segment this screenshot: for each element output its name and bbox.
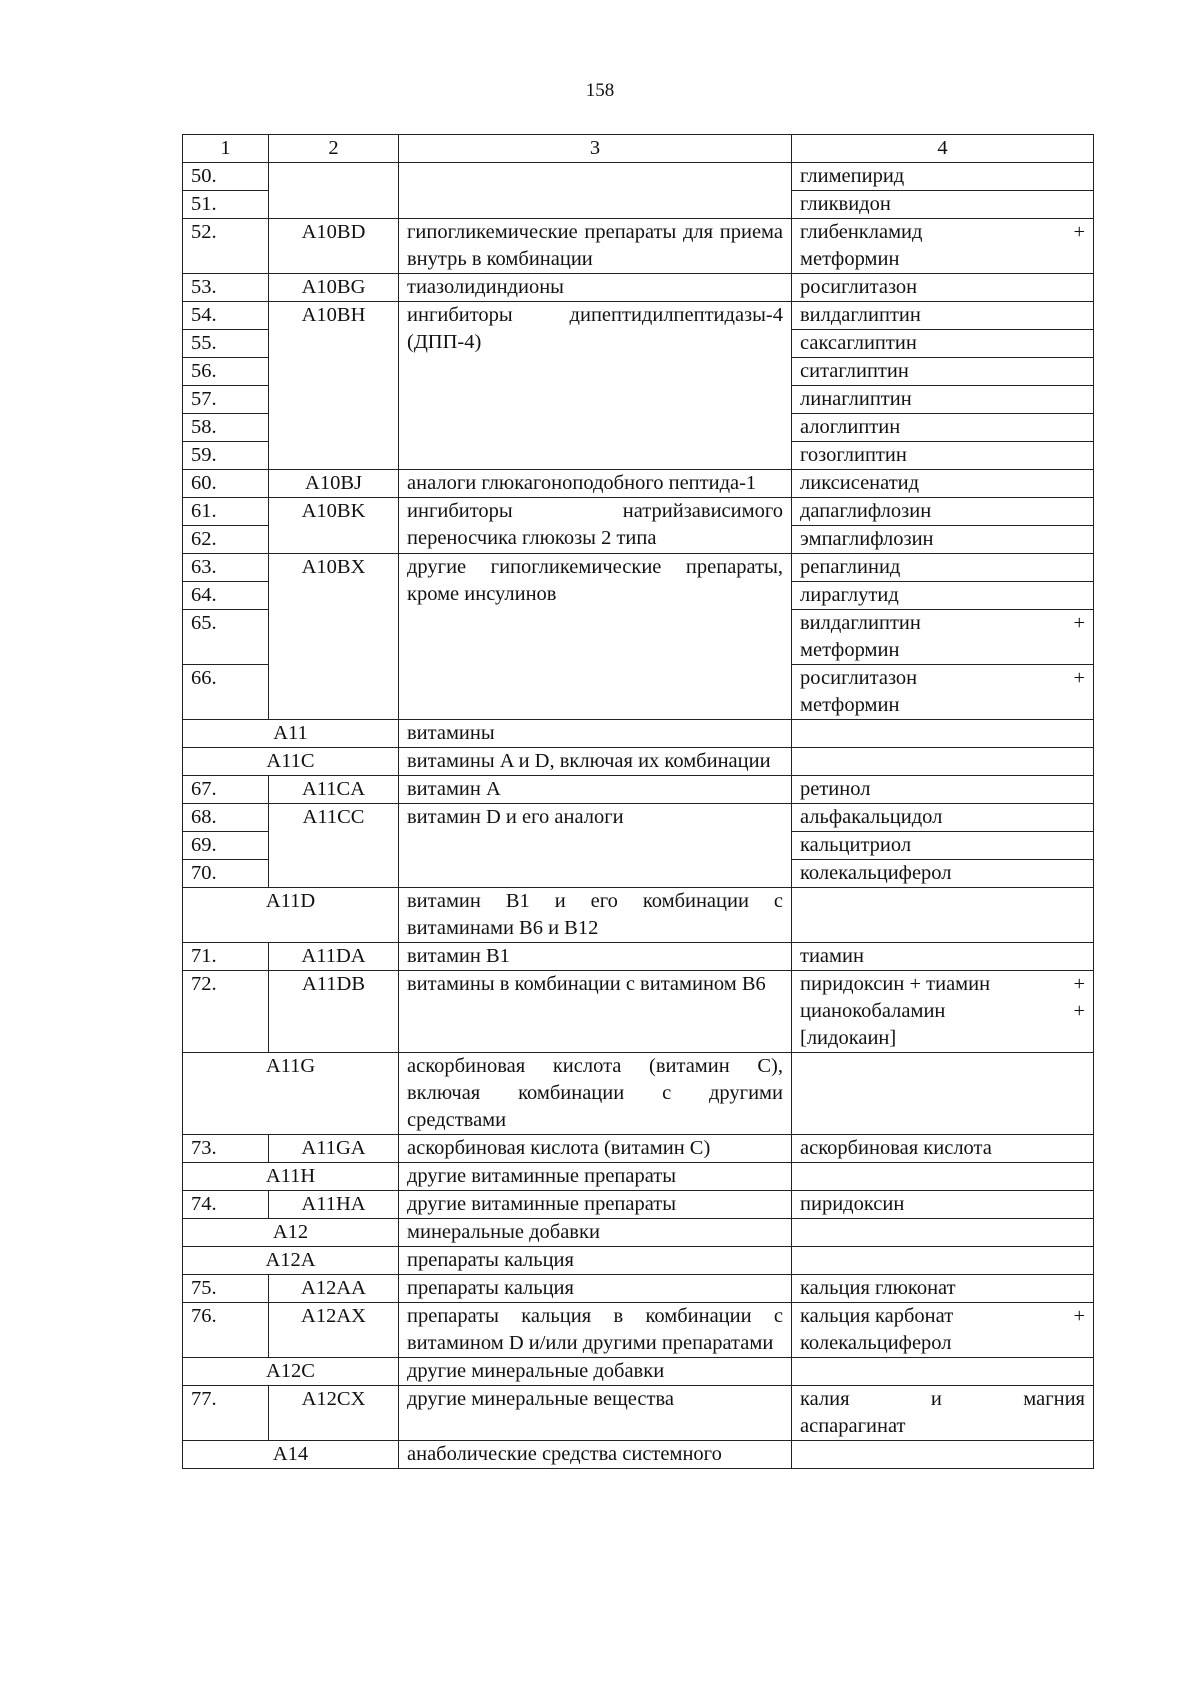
drug-name: эмпаглифлозин xyxy=(792,526,1094,554)
drug-name: ретинол xyxy=(792,776,1094,804)
drug-name: репаглинид xyxy=(792,554,1094,582)
table-row xyxy=(183,274,1094,302)
drug-name: гликвидон xyxy=(792,191,1094,219)
drug-part: магния xyxy=(1023,1388,1085,1410)
atc-group-name: ингибиторы натрийзависимого переносчика глюкозы 2 типа xyxy=(399,498,792,554)
atc-code: A11D xyxy=(183,888,399,943)
atc-code: A12C xyxy=(183,1358,399,1386)
atc-code: A11CA xyxy=(269,776,399,804)
plus-sign: + xyxy=(1073,1000,1085,1022)
page-number: 158 xyxy=(585,80,615,101)
row-number: 77. xyxy=(183,1386,269,1441)
row-number: 76. xyxy=(183,1303,269,1358)
empty-cell xyxy=(792,1358,1094,1386)
atc-code: A14 xyxy=(183,1441,399,1469)
drug-classification-table xyxy=(182,134,1094,1469)
row-number: 66. xyxy=(183,665,269,720)
atc-group-name: препараты кальция xyxy=(399,1275,792,1303)
atc-group-name: витамин A xyxy=(399,776,792,804)
atc-group-name: другие минеральные вещества xyxy=(399,1386,792,1441)
table-header-row xyxy=(183,135,1094,163)
row-number: 54. xyxy=(183,302,269,330)
row-number: 56. xyxy=(183,358,269,386)
drug-name: ситаглиптин xyxy=(792,358,1094,386)
row-number: 62. xyxy=(183,526,269,554)
atc-code: A11GA xyxy=(269,1135,399,1163)
drug-name: колекальциферол xyxy=(792,860,1094,888)
drug-part: пиридоксин + тиамин xyxy=(800,973,991,995)
drug-line xyxy=(800,610,1085,637)
row-number: 68. xyxy=(183,804,269,832)
drug-name xyxy=(792,219,1094,274)
drug-name: кальция глюконат xyxy=(792,1275,1094,1303)
empty-cell xyxy=(792,748,1094,776)
drug-name xyxy=(792,971,1094,1053)
group-row xyxy=(183,888,1094,943)
table-row xyxy=(183,470,1094,498)
atc-code: A10BK xyxy=(269,498,399,554)
table-row xyxy=(183,1135,1094,1163)
empty-cell xyxy=(792,1441,1094,1469)
group-row xyxy=(183,1441,1094,1469)
empty-cell xyxy=(792,720,1094,748)
row-number: 64. xyxy=(183,582,269,610)
row-number: 67. xyxy=(183,776,269,804)
empty-cell xyxy=(792,1053,1094,1135)
group-row xyxy=(183,1053,1094,1135)
atc-group-name: гипогликемические препараты для приема внутрь в комбинации xyxy=(399,219,792,274)
row-number: 58. xyxy=(183,414,269,442)
empty-cell xyxy=(792,1247,1094,1275)
plus-sign: + xyxy=(1073,1305,1085,1327)
row-number: 61. xyxy=(183,498,269,526)
header-col-1: 1 xyxy=(183,135,269,163)
drug-part: калия xyxy=(800,1388,850,1410)
atc-group-name: тиазолидиндионы xyxy=(399,274,792,302)
header-col-2: 2 xyxy=(269,135,399,163)
table-row xyxy=(183,1303,1094,1358)
empty-cell xyxy=(269,163,399,219)
table-row xyxy=(183,971,1094,1053)
row-number: 50. xyxy=(183,163,269,191)
drug-line: колекальциферол xyxy=(800,1332,952,1354)
plus-sign: + xyxy=(1073,667,1085,689)
atc-code: A10BX xyxy=(269,554,399,720)
row-number: 51. xyxy=(183,191,269,219)
row-number: 57. xyxy=(183,386,269,414)
atc-code: A11DB xyxy=(269,971,399,1053)
drug-name xyxy=(792,1303,1094,1358)
drug-line: аспарагинат xyxy=(800,1415,906,1437)
atc-code: A10BJ xyxy=(269,470,399,498)
atc-group-name: минеральные добавки xyxy=(399,1219,792,1247)
table-row xyxy=(183,498,1094,526)
group-row xyxy=(183,748,1094,776)
atc-group-name: анаболические средства системного xyxy=(399,1441,792,1469)
atc-code: A12AX xyxy=(269,1303,399,1358)
atc-group-name: другие витаминные препараты xyxy=(399,1191,792,1219)
plus-sign: + xyxy=(1073,973,1085,995)
row-number: 52. xyxy=(183,219,269,274)
drug-name: кальцитриол xyxy=(792,832,1094,860)
atc-group-name: витамины A и D, включая их комбинации xyxy=(399,748,792,776)
atc-code: A11G xyxy=(183,1053,399,1135)
drug-part: глибенкламид xyxy=(800,221,923,243)
header-col-3: 3 xyxy=(399,135,792,163)
atc-code: A11 xyxy=(183,720,399,748)
atc-code: A12A xyxy=(183,1247,399,1275)
group-row xyxy=(183,1247,1094,1275)
drug-name: саксаглиптин xyxy=(792,330,1094,358)
row-number: 53. xyxy=(183,274,269,302)
atc-group-name: витамин B1 xyxy=(399,943,792,971)
drug-line xyxy=(800,998,1085,1025)
empty-cell xyxy=(399,163,792,219)
atc-group-name: аналоги глюкагоноподобного пептида-1 xyxy=(399,470,792,498)
table-row xyxy=(183,776,1094,804)
group-row xyxy=(183,1358,1094,1386)
atc-group-name: ингибиторы дипептидилпептидазы-4 (ДПП-4) xyxy=(399,302,792,470)
drug-line xyxy=(800,665,1085,692)
drug-line: метформин xyxy=(800,639,900,661)
atc-code: A11HA xyxy=(269,1191,399,1219)
atc-code: A10BG xyxy=(269,274,399,302)
drug-line: метформин xyxy=(800,694,900,716)
drug-name: пиридоксин xyxy=(792,1191,1094,1219)
atc-group-name: другие минеральные добавки xyxy=(399,1358,792,1386)
atc-group-name: аскорбиновая кислота (витамин C) xyxy=(399,1135,792,1163)
group-row xyxy=(183,1219,1094,1247)
table-row xyxy=(183,1386,1094,1441)
atc-group-name: другие витаминные препараты xyxy=(399,1163,792,1191)
row-number: 60. xyxy=(183,470,269,498)
table-row xyxy=(183,1275,1094,1303)
header-col-4: 4 xyxy=(792,135,1094,163)
drug-part: цианокобаламин xyxy=(800,1000,946,1022)
atc-code: A10BH xyxy=(269,302,399,470)
atc-group-name: препараты кальция xyxy=(399,1247,792,1275)
atc-code: A12AA xyxy=(269,1275,399,1303)
drug-line: метформин xyxy=(800,248,900,270)
drug-name: глимепирид xyxy=(792,163,1094,191)
table-row xyxy=(183,943,1094,971)
atc-group-name: аскорбиновая кислота (витамин C), включая комбинации с другими средствами xyxy=(399,1053,792,1135)
row-number: 75. xyxy=(183,1275,269,1303)
drug-name: вилдаглиптин xyxy=(792,302,1094,330)
drug-name: алоглиптин xyxy=(792,414,1094,442)
drug-line xyxy=(800,971,1085,998)
row-number: 59. xyxy=(183,442,269,470)
table-row xyxy=(183,219,1094,274)
empty-cell xyxy=(792,888,1094,943)
atc-group-name: витамины в комбинации с витамином B6 xyxy=(399,971,792,1053)
drug-name: аскорбиновая кислота xyxy=(792,1135,1094,1163)
table-row xyxy=(183,302,1094,330)
atc-group-name: витамин B1 и его комбинации с витаминами B6 и B12 xyxy=(399,888,792,943)
drug-line xyxy=(800,219,1085,246)
table-row xyxy=(183,1191,1094,1219)
group-row xyxy=(183,720,1094,748)
table-row xyxy=(183,554,1094,582)
row-number: 72. xyxy=(183,971,269,1053)
row-number: 71. xyxy=(183,943,269,971)
atc-code: A12CX xyxy=(269,1386,399,1441)
drug-name xyxy=(792,665,1094,720)
row-number: 69. xyxy=(183,832,269,860)
group-row xyxy=(183,1163,1094,1191)
drug-part: росиглитазон xyxy=(800,667,918,689)
drug-line xyxy=(800,1386,1085,1413)
drug-part: вилдаглиптин xyxy=(800,612,921,634)
drug-line xyxy=(800,1303,1085,1330)
row-number: 70. xyxy=(183,860,269,888)
atc-group-name: витамин D и его аналоги xyxy=(399,804,792,888)
drug-name: лираглутид xyxy=(792,582,1094,610)
row-number: 65. xyxy=(183,610,269,665)
atc-code: A10BD xyxy=(269,219,399,274)
atc-code: A11CC xyxy=(269,804,399,888)
drug-name: росиглитазон xyxy=(792,274,1094,302)
atc-code: A11H xyxy=(183,1163,399,1191)
drug-name: тиамин xyxy=(792,943,1094,971)
plus-sign: + xyxy=(1073,612,1085,634)
atc-code: A12 xyxy=(183,1219,399,1247)
row-number: 74. xyxy=(183,1191,269,1219)
atc-group-name: витамины xyxy=(399,720,792,748)
drug-name: альфакальцидол xyxy=(792,804,1094,832)
drug-name: дапаглифлозин xyxy=(792,498,1094,526)
row-number: 73. xyxy=(183,1135,269,1163)
table-row xyxy=(183,804,1094,832)
empty-cell xyxy=(792,1219,1094,1247)
atc-code: A11C xyxy=(183,748,399,776)
row-number: 63. xyxy=(183,554,269,582)
drug-line: [лидокаин] xyxy=(800,1027,897,1049)
drug-name: ликсисенатид xyxy=(792,470,1094,498)
atc-group-name: препараты кальция в комбинации с витамином D и/или другими препаратами xyxy=(399,1303,792,1358)
atc-group-name: другие гипогликемические препараты, кроме инсулинов xyxy=(399,554,792,720)
drug-name: гозоглиптин xyxy=(792,442,1094,470)
drug-name xyxy=(792,1386,1094,1441)
drug-part: и xyxy=(930,1388,942,1410)
plus-sign: + xyxy=(1073,221,1085,243)
drug-name xyxy=(792,610,1094,665)
drug-part: кальция карбонат xyxy=(800,1305,954,1327)
row-number: 55. xyxy=(183,330,269,358)
empty-cell xyxy=(792,1163,1094,1191)
table-row xyxy=(183,163,1094,191)
atc-code: A11DA xyxy=(269,943,399,971)
drug-name: линаглиптин xyxy=(792,386,1094,414)
